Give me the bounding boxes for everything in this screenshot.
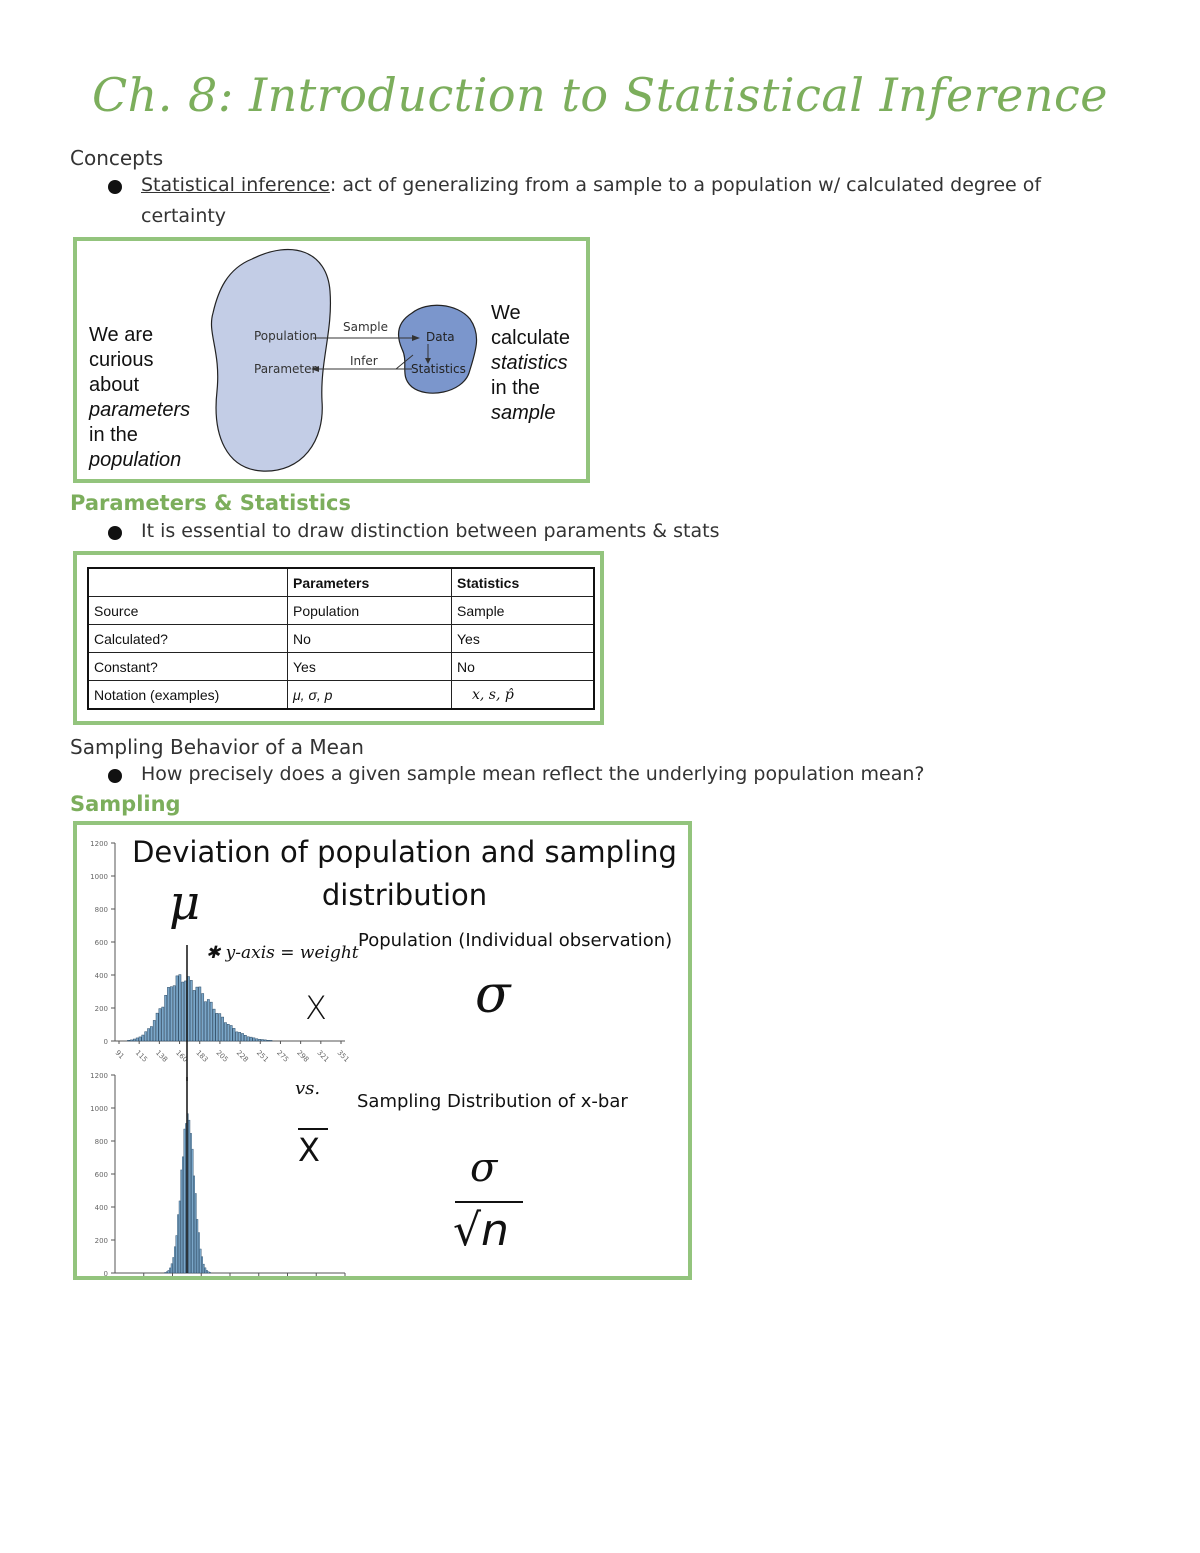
bottom-hist-bar [197,1219,198,1273]
caption-line: statistics [491,352,568,374]
bottom-hist-bar [209,1272,210,1273]
slide-title-line: Deviation of population and sampling [132,835,677,869]
table-cell: Constant? [88,653,288,681]
top-hist-y-tick-label: 200 [94,1005,108,1013]
top-hist-y-tick-label: 0 [103,1038,108,1046]
bottom-hist-bar [169,1268,170,1273]
top-hist-bar [147,1029,149,1041]
top-hist-bar [139,1037,141,1041]
xbar-symbol: X [298,1131,320,1169]
bottom-hist-bar [182,1157,183,1273]
bottom-hist-bar [192,1149,193,1273]
table-cell: Notation (examples) [88,681,288,710]
sampling-heading: Sampling [70,792,181,816]
top-hist-bar [190,980,192,1041]
top-hist-bar [182,982,184,1041]
caption-line: about [89,374,140,396]
top-hist-bar [270,1040,272,1041]
top-hist-bar [244,1035,246,1041]
table-cell: μ, σ, p [288,681,452,710]
top-hist-bar [153,1020,155,1041]
top-hist-bar [236,1032,238,1041]
sqrt-n: √n [453,1205,509,1256]
bullet-icon [108,526,122,540]
concepts-heading: Concepts [70,146,164,170]
data-label: Data [426,330,455,344]
population-observation-label: Population (Individual observation) [358,930,673,951]
params-stats-heading: Parameters & Statistics [70,491,351,515]
inference-diagram-box [73,237,590,483]
bottom-hist-bar [179,1201,180,1273]
caption-line: sample [491,402,556,424]
table-row [88,681,594,710]
x-symbol: X [305,989,327,1027]
top-hist-bar [130,1040,132,1041]
table-cell: Sample [452,597,595,625]
top-hist-x-tick-label: 115 [133,1048,149,1064]
top-hist-bar [267,1040,269,1041]
bottom-hist-y-tick-label: 400 [94,1204,108,1212]
bottom-hist-bar [190,1133,191,1273]
population-blob [211,249,330,471]
top-hist-bar [150,1027,152,1041]
top-hist-bar [173,986,175,1041]
caption-line: population [89,449,182,471]
table-cell: Calculated? [88,625,288,653]
caption-line: We are [89,324,154,346]
top-hist-bar [128,1040,130,1041]
page-title: Ch. 8: Introduction to Statistical Inference [91,68,1108,122]
slide-title [127,831,682,917]
top-hist-bar [167,987,169,1041]
top-hist-bar [256,1039,258,1041]
bottom-hist-bar [168,1270,169,1273]
top-hist-bar [213,1009,215,1041]
top-hist-bar [142,1035,144,1041]
bottom-hist-bar [189,1120,190,1273]
params-stats-bullet: It is essential to draw distinction between paraments & stats [141,520,720,542]
caption-line: We [491,302,521,324]
table-row [88,625,594,653]
vs-text: vs. [295,1078,321,1099]
top-hist-bar [224,1023,226,1041]
top-hist-bar [196,987,198,1041]
bottom-hist-bar [206,1270,207,1273]
bottom-hist-y-tick-label: 200 [94,1237,108,1245]
top-hist-bar [239,1032,241,1041]
slide-title-line: distribution [321,878,488,912]
statistics-label: Statistics [411,362,466,376]
table-cell: Yes [288,653,452,681]
top-hist-y-tick-label: 1000 [90,873,108,881]
caption-line: calculate [491,327,570,349]
table-row [88,653,594,681]
xbar-bar [298,1128,328,1130]
statistical-inference-term: Statistical inference [141,174,330,196]
bottom-hist-y-tick-label: 600 [94,1171,108,1179]
top-hist-y-tick-label: 800 [94,906,108,914]
top-hist-x-tick-label: 228 [234,1048,250,1064]
bottom-hist-bar [181,1170,182,1273]
bottom-hist-bar [200,1249,201,1273]
sampling-slide-box [73,821,692,1280]
top-hist-x-tick-label: 160 [174,1048,190,1064]
top-hist-x-tick-label: 91 [113,1048,126,1061]
fraction-bar [455,1201,523,1203]
bottom-hist-bar [174,1247,175,1273]
bottom-hist-bar [177,1215,178,1273]
top-hist-bar [241,1033,243,1041]
top-hist-x-tick-label: 275 [275,1048,291,1064]
top-hist-y-tick-label: 400 [94,972,108,980]
top-hist-bar [258,1039,260,1041]
diagram-right-caption [491,301,570,426]
bullet-icon [108,769,122,783]
top-hist-bar [207,999,209,1041]
top-hist-bar [264,1040,266,1041]
parameter-label: Parameter [254,362,317,376]
bullet-icon [108,180,122,194]
top-hist-x-tick-label: 138 [153,1048,170,1064]
sampling-behavior-bullet: How precisely does a given sample mean reflect the underlying population mean? [141,763,925,785]
bottom-hist-bar [208,1272,209,1273]
bottom-hist-bar [203,1264,204,1273]
concepts-bullet [141,170,1101,232]
top-hist-bar [210,1002,212,1041]
top-hist-x-tick-label: 205 [214,1048,230,1064]
bottom-hist-y-tick-label: 1200 [90,1072,108,1080]
top-hist-bar [261,1040,263,1041]
sigma-numerator: σ [470,1145,498,1191]
population-label: Population [254,329,318,343]
params-stats-table-box [73,551,604,725]
concepts-bullet-text: : act of generalizing from a sample to a population w/ calculated degree of [329,174,1042,196]
bottom-hist-y-tick-label: 800 [94,1138,108,1146]
table-row [88,597,594,625]
top-hist-bar [227,1024,229,1041]
bottom-hist-bar [195,1193,196,1273]
table-cell: Yes [452,625,595,653]
bottom-hist-y-tick-label: 0 [103,1270,108,1276]
table-cell: No [288,625,452,653]
top-hist-bar [133,1039,135,1041]
caption-line: parameters [89,399,191,421]
bottom-hist-bar [193,1176,194,1273]
top-hist-bar [159,1009,161,1041]
top-hist-bar [250,1037,252,1041]
sampling-distribution-label: Sampling Distribution of x-bar [357,1091,628,1112]
top-hist-bar [136,1038,138,1041]
bottom-hist-bar [166,1272,167,1273]
top-hist-x-tick-label: 321 [315,1048,331,1064]
table-header-row [88,568,594,597]
bottom-hist-bar [198,1233,199,1273]
table-cell: No [452,653,595,681]
top-hist-bar [204,1002,206,1041]
top-hist-y-tick-label: 1200 [90,840,108,848]
top-hist-bar [145,1032,147,1041]
diagram-left-caption [89,323,190,473]
table-header: Statistics [452,568,595,597]
bottom-hist-bar [201,1257,202,1273]
bottom-hist-bar [205,1268,206,1273]
top-hist-bar [216,1013,218,1041]
table-header: Parameters [288,568,452,597]
top-hist-x-tick-label: 251 [254,1048,270,1064]
top-hist-bar [253,1038,255,1041]
bottom-hist-bar [184,1129,185,1273]
top-hist-bar [170,987,172,1041]
top-hist-bar [233,1028,235,1041]
top-hist-y-tick-label: 600 [94,939,108,947]
bottom-hist-bar [171,1264,172,1273]
top-hist-bar [219,1014,221,1041]
bottom-hist-bar [173,1257,174,1273]
concepts-bullet-line2: certainty [141,205,227,227]
top-hist-x-tick-label: 298 [295,1048,311,1064]
top-hist-bar [230,1025,232,1041]
top-hist-bar [165,995,167,1041]
table-cell: x, s, p̂ [452,681,595,710]
caption-line: curious [89,349,154,371]
y-axis-note: ✱ y-axis = weight [206,943,359,963]
top-hist-bar [202,994,204,1041]
caption-line: in the [89,424,138,446]
top-hist-bar [179,975,181,1041]
sampling-behavior-heading: Sampling Behavior of a Mean [70,735,364,759]
top-hist-x-tick-label: 351 [335,1048,351,1064]
params-stats-table [87,567,595,710]
table-cell: Population [288,597,452,625]
sample-arrow-label: Sample [343,320,388,334]
table-header [88,568,288,597]
top-hist-bar [199,987,201,1041]
infer-arrow-label: Infer [350,354,378,368]
top-hist-bar [193,990,195,1041]
bottom-hist-bar [165,1272,166,1273]
top-hist-x-tick-label: 183 [194,1048,210,1064]
top-hist-bar [247,1037,249,1041]
top-hist-bar [156,1013,158,1041]
top-hist-bar [176,976,178,1041]
table-cell: Source [88,597,288,625]
mu-symbol: μ [169,875,201,931]
sample-blob [399,305,477,393]
bottom-hist-bar [176,1235,177,1273]
sigma-symbol: σ [475,965,511,1025]
bottom-hist-y-tick-label: 1000 [90,1105,108,1113]
caption-line: in the [491,377,540,399]
top-hist-bar [221,1017,223,1041]
top-hist-bar [162,1007,164,1041]
